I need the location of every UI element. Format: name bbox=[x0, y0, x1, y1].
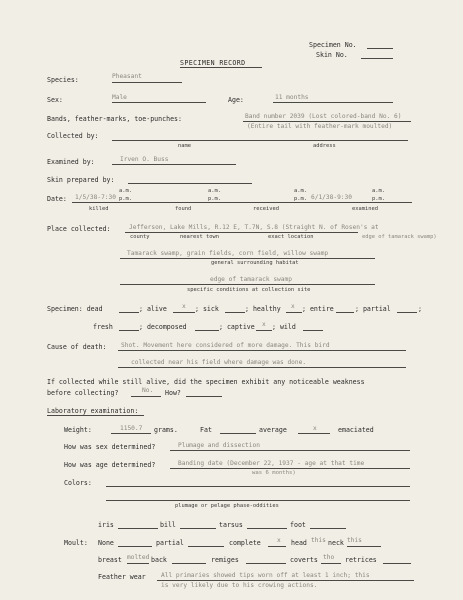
specimen-no-label: Specimen No. bbox=[309, 41, 357, 49]
moult-none-label: None bbox=[98, 539, 114, 547]
species-label: Species: bbox=[47, 76, 79, 84]
feather-wear-value-2: is very likely due to his crowing actions. bbox=[161, 582, 318, 589]
name-caption: name bbox=[178, 143, 191, 149]
killed-value: 1/5/38-7:30 bbox=[75, 194, 116, 201]
foot-label: foot bbox=[290, 521, 306, 529]
location-caption: exact location bbox=[268, 234, 314, 240]
captive-value: x bbox=[262, 321, 266, 328]
bands-line bbox=[243, 121, 411, 122]
moult-head-label: head bbox=[291, 539, 307, 547]
emaciated-label: emaciated bbox=[338, 426, 374, 434]
age-determined-label: How was age determined? bbox=[64, 461, 156, 469]
form-title: SPECIMEN RECORD bbox=[180, 59, 246, 67]
fat-label: Fat bbox=[200, 426, 212, 434]
pm-examined: p.m. bbox=[372, 196, 385, 202]
conditions-caption: specific conditions at collection site bbox=[187, 287, 311, 293]
title-underline bbox=[180, 67, 262, 68]
sex-line bbox=[112, 102, 206, 103]
weight-line bbox=[111, 433, 151, 434]
how-line bbox=[186, 396, 222, 397]
colors-line bbox=[106, 486, 410, 487]
received-value: 6/1/38-9:30 bbox=[311, 194, 352, 201]
specimen-dead-label: Specimen: dead bbox=[47, 305, 103, 313]
cause-value-2: collected near his field where damage was done. bbox=[131, 359, 307, 366]
neck-line bbox=[347, 546, 381, 547]
partial-label: ; partial bbox=[355, 305, 391, 313]
age-line bbox=[273, 102, 393, 103]
examined-by-line bbox=[112, 164, 236, 165]
coverts-value: tho bbox=[323, 554, 335, 561]
coverts-line bbox=[321, 563, 341, 564]
am-examined: a.m. bbox=[372, 188, 385, 194]
how-label: How? bbox=[165, 389, 181, 397]
weakness-question-2: before collecting? bbox=[47, 389, 119, 397]
moult-neck-label: neck bbox=[328, 539, 344, 547]
none-line bbox=[118, 546, 152, 547]
weakness-value: No. bbox=[142, 387, 154, 394]
skin-no-label: Skin No. bbox=[316, 51, 348, 59]
cause-line bbox=[118, 350, 406, 351]
weakness-question: If collected while still alive, did the specimen exhibit any noticeable weakness bbox=[47, 378, 365, 386]
alive-label: ; alive bbox=[139, 305, 167, 313]
lab-heading-underline bbox=[47, 415, 144, 416]
moult-partial-label: partial bbox=[156, 539, 184, 547]
iris-line bbox=[118, 528, 158, 529]
colors-label: Colors: bbox=[64, 479, 92, 487]
collected-by-line bbox=[112, 140, 408, 141]
place-value-2: edge of tamarack swamp) bbox=[362, 234, 437, 240]
plumage-caption: plumage or pelage phase-oddities bbox=[175, 503, 279, 509]
healthy-value: x bbox=[291, 303, 295, 310]
moult-head-value: this bbox=[311, 537, 326, 544]
remiges-label: remiges bbox=[211, 556, 239, 564]
place-value: Jefferson, Lake Mills, R.12 E, T.7N, S.8 (Straight N. of Rosen's at bbox=[129, 224, 379, 231]
killed-caption: killed bbox=[89, 206, 109, 212]
iris-label: iris bbox=[98, 521, 114, 529]
captive-line bbox=[256, 330, 272, 331]
moult-complete-value: x bbox=[277, 537, 281, 544]
moult-label: Moult: bbox=[64, 539, 88, 547]
pm-found: p.m. bbox=[208, 196, 221, 202]
bill-label: bill bbox=[160, 521, 176, 529]
moult-complete-line bbox=[268, 546, 286, 547]
bands-label: Bands, feather-marks, toe-punches: bbox=[47, 115, 182, 123]
received-caption: received bbox=[253, 206, 279, 212]
weakness-line bbox=[131, 396, 161, 397]
partial-separator: ; bbox=[418, 305, 422, 313]
am-killed: a.m. bbox=[119, 188, 132, 194]
age-value: 11 months bbox=[275, 94, 309, 101]
fresh-label: fresh bbox=[93, 323, 113, 331]
average-value: x bbox=[313, 425, 317, 432]
back-line bbox=[172, 563, 206, 564]
average-line bbox=[298, 433, 330, 434]
foot-line bbox=[310, 528, 346, 529]
conditions-line bbox=[120, 284, 375, 285]
sex-determined-label: How was sex determined? bbox=[64, 443, 156, 451]
grams-label: grams. bbox=[154, 426, 178, 434]
examined-by-label: Examined by: bbox=[47, 158, 95, 166]
alive-value: x bbox=[182, 303, 186, 310]
habitat-line bbox=[120, 258, 375, 259]
pm-killed: p.m. bbox=[119, 196, 132, 202]
town-caption: nearest town bbox=[180, 234, 219, 240]
remiges-line bbox=[246, 563, 286, 564]
breast-value: molted bbox=[127, 554, 150, 561]
moult-complete-label: complete bbox=[229, 539, 261, 547]
place-label: Place collected: bbox=[47, 225, 111, 233]
retrices-line bbox=[383, 563, 411, 564]
entire-label: ; entire bbox=[302, 305, 334, 313]
pm-received: p.m. bbox=[294, 196, 307, 202]
examined-caption: examined bbox=[352, 206, 378, 212]
cause-line-2 bbox=[118, 367, 406, 368]
weight-value: 1150.7 bbox=[120, 425, 143, 432]
collected-by-label: Collected by: bbox=[47, 132, 99, 140]
breast-label: breast bbox=[98, 556, 122, 564]
bands-value: Band number 2039 (Lost colored-band No. 6) bbox=[245, 113, 402, 120]
skin-no-line bbox=[361, 58, 393, 59]
cause-value: Shot. Movement here considered of more damage. This bird bbox=[121, 342, 330, 349]
sex-determined-value: Plumage and dissection bbox=[178, 442, 260, 449]
feather-wear-label: Feather wear bbox=[98, 573, 146, 581]
colors-line-2 bbox=[106, 500, 410, 501]
moult-neck-value: this bbox=[347, 537, 362, 544]
cause-label: Cause of death: bbox=[47, 343, 107, 351]
partial-line bbox=[397, 312, 417, 313]
feather-wear-line bbox=[157, 580, 414, 581]
healthy-line bbox=[286, 312, 302, 313]
feather-wear-value: All primaries showed tips worn off at least 1 inch; this bbox=[161, 572, 370, 579]
wild-line bbox=[303, 330, 323, 331]
specimen-no-line bbox=[367, 48, 393, 49]
tarsus-line bbox=[247, 528, 287, 529]
date-line bbox=[72, 202, 412, 203]
lab-heading: Laboratory examination: bbox=[47, 407, 139, 415]
coverts-label: coverts bbox=[290, 556, 318, 564]
healthy-label: ; healthy bbox=[245, 305, 281, 313]
sick-line bbox=[225, 312, 245, 313]
address-caption: address bbox=[313, 143, 336, 149]
fresh-line bbox=[119, 330, 139, 331]
average-label: average bbox=[259, 426, 287, 434]
am-received: a.m. bbox=[294, 188, 307, 194]
breast-line bbox=[127, 563, 149, 564]
decomposed-label: ; decomposed bbox=[139, 323, 187, 331]
county-caption: county bbox=[130, 234, 150, 240]
examined-by-value: Irven O. Buss bbox=[120, 156, 169, 163]
bands-value-2: (Entire tail with feather-mark moulted) bbox=[247, 123, 393, 130]
alive-line bbox=[173, 312, 195, 313]
fat-line bbox=[220, 433, 256, 434]
wild-label: ; wild bbox=[272, 323, 296, 331]
weight-label: Weight: bbox=[64, 426, 92, 434]
found-caption: found bbox=[175, 206, 192, 212]
sex-determined-line bbox=[170, 450, 410, 451]
back-label: back bbox=[151, 556, 167, 564]
moult-partial-line bbox=[188, 546, 224, 547]
habitat-value: Tamarack swamp, grain fields, corn field, willow swamp bbox=[127, 250, 329, 257]
habitat-caption: general surrounding habitat bbox=[211, 260, 299, 266]
entire-line bbox=[336, 312, 354, 313]
captive-label: ; captive bbox=[219, 323, 255, 331]
dead-line bbox=[119, 312, 139, 313]
retrices-label: retrices bbox=[345, 556, 377, 564]
species-value: Pheasant bbox=[112, 73, 142, 80]
skin-prepared-by-line bbox=[128, 183, 252, 184]
am-found: a.m. bbox=[208, 188, 221, 194]
sex-label: Sex: bbox=[47, 96, 63, 104]
age-determined-value: Banding date (December 22, 1937 - age at that time bbox=[178, 460, 365, 467]
skin-prepared-by-label: Skin prepared by: bbox=[47, 176, 115, 184]
date-label: Date: bbox=[47, 195, 67, 203]
age-label: Age: bbox=[228, 96, 244, 104]
place-line bbox=[125, 232, 358, 233]
bill-line bbox=[180, 528, 216, 529]
species-line bbox=[112, 82, 182, 83]
sick-label: ; sick bbox=[195, 305, 219, 313]
conditions-value: edge of tamarack swamp bbox=[210, 276, 292, 283]
sex-value: Male bbox=[112, 94, 127, 101]
age-determined-value-2: was 6 months) bbox=[252, 470, 296, 476]
decomposed-line bbox=[195, 330, 219, 331]
tarsus-label: tarsus bbox=[219, 521, 243, 529]
